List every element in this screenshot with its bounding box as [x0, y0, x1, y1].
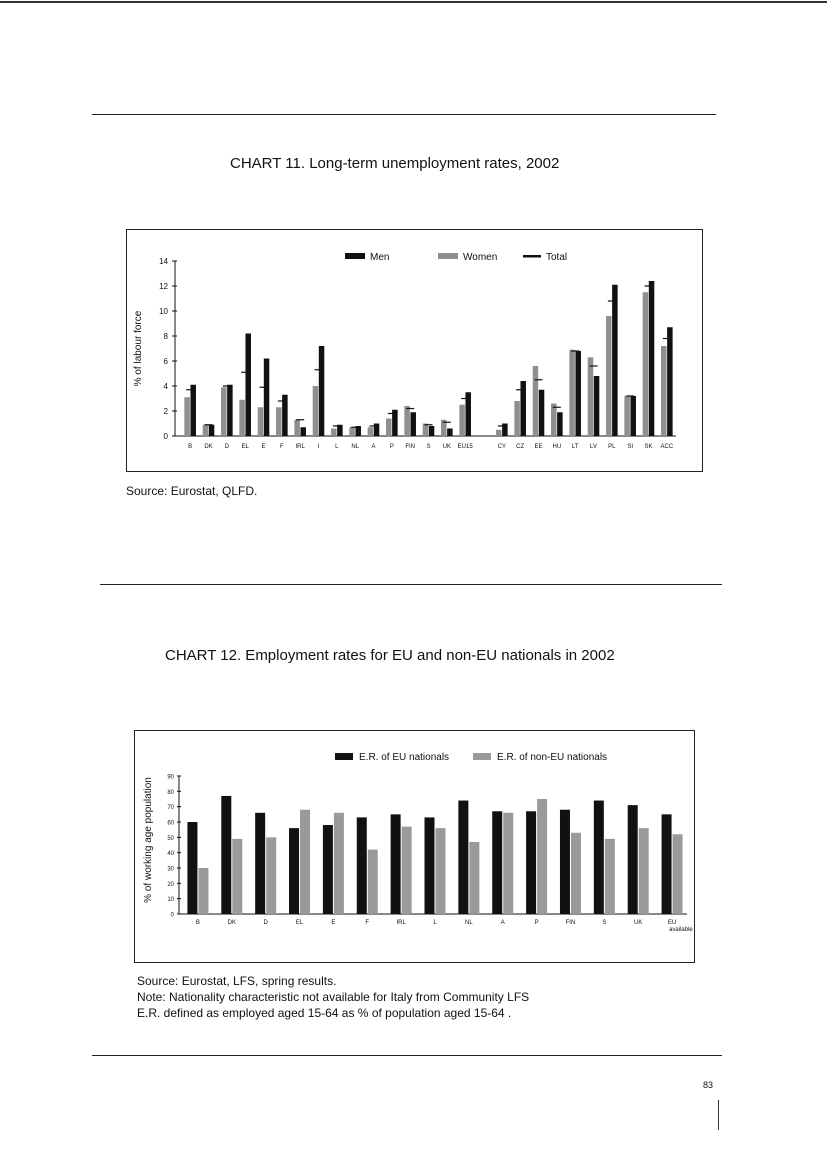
chart12-bar-non-eu — [198, 868, 208, 914]
chart12-source-line: Source: Eurostat, LFS, spring results. — [137, 974, 337, 988]
chart12-y-tick-label: 80 — [167, 789, 174, 796]
chart12-y-tick-label: 30 — [167, 866, 174, 873]
chart12-x-tick-label: E — [331, 920, 336, 926]
chart12-bar-non-eu — [266, 837, 276, 914]
chart11-x-tick-label: HU — [552, 444, 562, 450]
chart11-x-tick-label: B — [188, 444, 193, 450]
chart11-bar-men — [429, 426, 435, 436]
chart11-top-rule — [92, 114, 716, 115]
chart12-y-tick-label: 70 — [167, 805, 174, 812]
page-number: 83 — [703, 1080, 714, 1090]
chart12-bar-non-eu — [334, 813, 344, 914]
chart11-bar-women — [496, 430, 502, 436]
chart11-bar-men — [300, 427, 306, 436]
chart11-bar-men — [209, 425, 215, 436]
chart11-plot — [127, 230, 702, 471]
chart12-x-tick-label: DK — [227, 920, 236, 926]
chart12-legend-label-eu: E.R. of EU nationals — [359, 752, 450, 763]
chart11-bar-women — [624, 396, 630, 436]
chart11-x-tick-label: LV — [590, 444, 597, 450]
chart12-x-tick-label: IRL — [396, 920, 406, 926]
chart11-bar-women — [459, 405, 465, 436]
chart11-y-tick-label: 10 — [159, 307, 168, 316]
chart11-bar-men — [612, 285, 618, 436]
chart11-x-tick-label: ACC — [660, 444, 674, 450]
chart12-bar-non-eu — [469, 842, 479, 914]
chart11-bar-women — [276, 407, 282, 436]
chart11-y-tick-label: 2 — [163, 407, 168, 416]
top-edge-line — [0, 1, 827, 3]
chart11-bar-women — [643, 292, 649, 436]
chart11-y-tick-label: 12 — [159, 282, 168, 291]
chart12-bar-eu — [221, 796, 231, 914]
chart12-bar-non-eu — [368, 850, 378, 914]
chart11-bar-women — [203, 425, 209, 436]
page-edge-mark — [718, 1100, 719, 1130]
chart11-bar-men — [539, 390, 545, 436]
chart11-x-tick-label: FIN — [405, 444, 416, 450]
chart11-bar-women — [569, 350, 575, 436]
chart12-plot — [135, 731, 694, 962]
chart11-x-tick-label: SI — [627, 444, 634, 450]
chart12-legend-label-non-eu: E.R. of non-EU nationals — [497, 752, 608, 763]
chart11-bar-men — [630, 396, 636, 436]
chart11-bar-women — [239, 400, 245, 436]
chart12-bar-eu — [323, 825, 333, 914]
chart11-bar-men — [594, 376, 600, 436]
chart11-x-tick-label: I — [317, 444, 320, 450]
chart12-bar-non-eu — [537, 799, 547, 914]
chart11-x-tick-label: DK — [204, 444, 213, 450]
chart12-definition-line: E.R. defined as employed aged 15-64 as % of population aged 15-64 . — [137, 1006, 512, 1020]
chart11-y-tick-label: 4 — [163, 382, 168, 391]
chart11-bar-women — [331, 429, 337, 437]
chart12-title: CHART 12. Employment rates for EU and non-EU nationals in 2002 — [165, 647, 615, 664]
chart11-bar-men — [667, 327, 673, 436]
chart12-bar-non-eu — [673, 834, 683, 914]
chart12-bar-non-eu — [300, 810, 310, 914]
chart12-x-tick-label: EU — [667, 920, 677, 926]
chart12-y-tick-label: 10 — [167, 897, 174, 904]
chart11-bar-women — [551, 404, 557, 437]
chart11-frame — [126, 229, 703, 472]
chart12-bar-eu — [391, 814, 401, 914]
chart11-bar-women — [313, 386, 319, 436]
chart11-legend-label-men: Men — [370, 252, 390, 263]
chart12-bar-eu — [560, 810, 570, 914]
chart12-bar-eu — [526, 811, 536, 914]
chart11-bar-women — [588, 357, 594, 436]
chart12-y-tick-label: 50 — [167, 835, 174, 842]
chart11-y-axis-label: % of labour force — [133, 310, 144, 387]
chart12-x-tick-label: L — [433, 920, 437, 926]
chart11-bar-women — [221, 387, 227, 436]
chart11-bar-women — [386, 419, 392, 437]
chart11-legend-swatch-women — [438, 253, 458, 259]
chart12-legend-swatch-eu — [335, 753, 353, 760]
chart12-x-tick-label: EL — [295, 920, 304, 926]
chart11-bar-men — [374, 424, 380, 437]
chart11-x-tick-label: CZ — [516, 444, 525, 450]
chart11-bar-women — [404, 406, 410, 436]
chart12-bar-non-eu — [605, 839, 615, 914]
chart12-y-tick-label: 40 — [167, 851, 174, 858]
chart11-x-tick-label: L — [335, 444, 339, 450]
chart12-x-tick-sublabel: available — [669, 927, 693, 933]
chart11-y-tick-label: 6 — [163, 357, 168, 366]
chart12-legend-swatch-non-eu — [473, 753, 491, 760]
chart12-x-tick-label: F — [365, 920, 370, 926]
chart12-x-tick-label: B — [195, 920, 200, 926]
chart11-x-tick-label: A — [371, 444, 376, 450]
chart11-x-tick-label: IRL — [295, 444, 305, 450]
chart11-legend-swatch-men — [345, 253, 365, 259]
chart12-bar-eu — [594, 801, 604, 914]
chart12-bar-non-eu — [402, 827, 412, 914]
chart11-bar-women — [349, 427, 355, 436]
chart12-x-tick-label: A — [500, 920, 505, 926]
chart12-x-tick-label: P — [534, 920, 539, 926]
chart12-bar-eu — [187, 822, 197, 914]
bottom-rule — [92, 1055, 722, 1056]
chart11-x-tick-label: S — [426, 444, 431, 450]
chart12-y-tick-label: 0 — [170, 912, 174, 919]
chart11-x-tick-label: EL — [241, 444, 249, 450]
chart11-bar-men — [227, 385, 233, 436]
chart12-y-axis-label: % of working age population — [143, 777, 154, 903]
chart12-bar-eu — [425, 817, 435, 914]
chart12-bar-eu — [628, 805, 638, 914]
chart11-legend-swatch-total — [523, 255, 541, 258]
chart11-x-tick-label: LT — [571, 444, 579, 450]
chart11-x-tick-label: P — [389, 444, 394, 450]
chart11-x-tick-label: PL — [608, 444, 616, 450]
chart11-bar-women — [514, 401, 520, 436]
chart12-y-tick-label: 20 — [167, 881, 174, 888]
chart11-x-tick-label: E — [261, 444, 266, 450]
chart11-bar-men — [264, 359, 270, 437]
chart11-bar-men — [557, 412, 563, 436]
chart11-y-tick-label: 8 — [163, 332, 168, 341]
chart11-bar-men — [319, 346, 325, 436]
chart11-x-tick-label: SK — [644, 444, 653, 450]
chart11-bar-men — [245, 334, 251, 437]
chart11-x-tick-label: D — [224, 444, 230, 450]
chart11-y-tick-label: 14 — [159, 257, 168, 266]
chart12-x-tick-label: FIN — [565, 920, 576, 926]
chart12-source — [137, 973, 529, 1021]
chart11-title: CHART 11. Long-term unemployment rates, 2002 — [230, 155, 560, 172]
chart12-bar-eu — [458, 801, 468, 914]
chart11-x-tick-label: UK — [442, 444, 452, 450]
chart12-bar-eu — [492, 811, 502, 914]
chart12-x-tick-label: UK — [634, 920, 643, 926]
chart12-bar-eu — [255, 813, 265, 914]
chart11-x-tick-label: CY — [497, 444, 507, 450]
chart11-bar-men — [502, 424, 508, 437]
chart12-bar-non-eu — [639, 828, 649, 914]
chart12-y-tick-label: 90 — [167, 774, 174, 781]
chart12-x-tick-label: NL — [465, 920, 473, 926]
chart11-bar-women — [368, 427, 374, 436]
chart11-bar-women — [533, 366, 539, 436]
chart12-bar-eu — [289, 828, 299, 914]
chart11-bar-women — [423, 424, 429, 437]
chart12-note-line: Note: Nationality characteristic not available for Italy from Community LFS — [137, 990, 530, 1004]
chart11-bar-women — [661, 346, 667, 436]
chart12-x-tick-label: D — [263, 920, 268, 926]
chart11-bar-women — [258, 407, 264, 436]
chart11-x-tick-label: EE — [534, 444, 543, 450]
chart12-bar-eu — [357, 817, 367, 914]
chart12-top-rule — [100, 584, 722, 585]
chart11-bar-women — [294, 420, 300, 436]
chart11-bar-men — [410, 412, 416, 436]
chart12-bar-non-eu — [503, 813, 513, 914]
chart11-legend-label-total: Total — [546, 252, 568, 263]
chart12-bar-non-eu — [571, 833, 581, 914]
chart11-bar-men — [649, 281, 655, 436]
chart11-x-tick-label: NL — [351, 444, 360, 450]
chart11-bar-men — [190, 385, 196, 436]
chart12-bar-non-eu — [232, 839, 242, 914]
chart12-bar-non-eu — [436, 828, 446, 914]
chart12-x-tick-label: S — [602, 920, 607, 926]
chart12-frame — [134, 730, 695, 963]
chart11-source: Source: Eurostat, QLFD. — [126, 484, 258, 498]
chart12-bar-eu — [662, 814, 672, 914]
chart12-y-tick-label: 60 — [167, 820, 174, 827]
chart11-bar-women — [606, 316, 612, 436]
chart11-y-tick-label: 0 — [163, 432, 168, 441]
chart11-x-tick-label: EU15 — [457, 444, 473, 450]
chart11-legend-label-women: Women — [463, 252, 498, 263]
chart11-bar-men — [575, 351, 581, 436]
chart11-bar-women — [184, 397, 190, 436]
chart11-bar-men — [447, 429, 453, 437]
chart11-x-tick-label: F — [279, 444, 284, 450]
